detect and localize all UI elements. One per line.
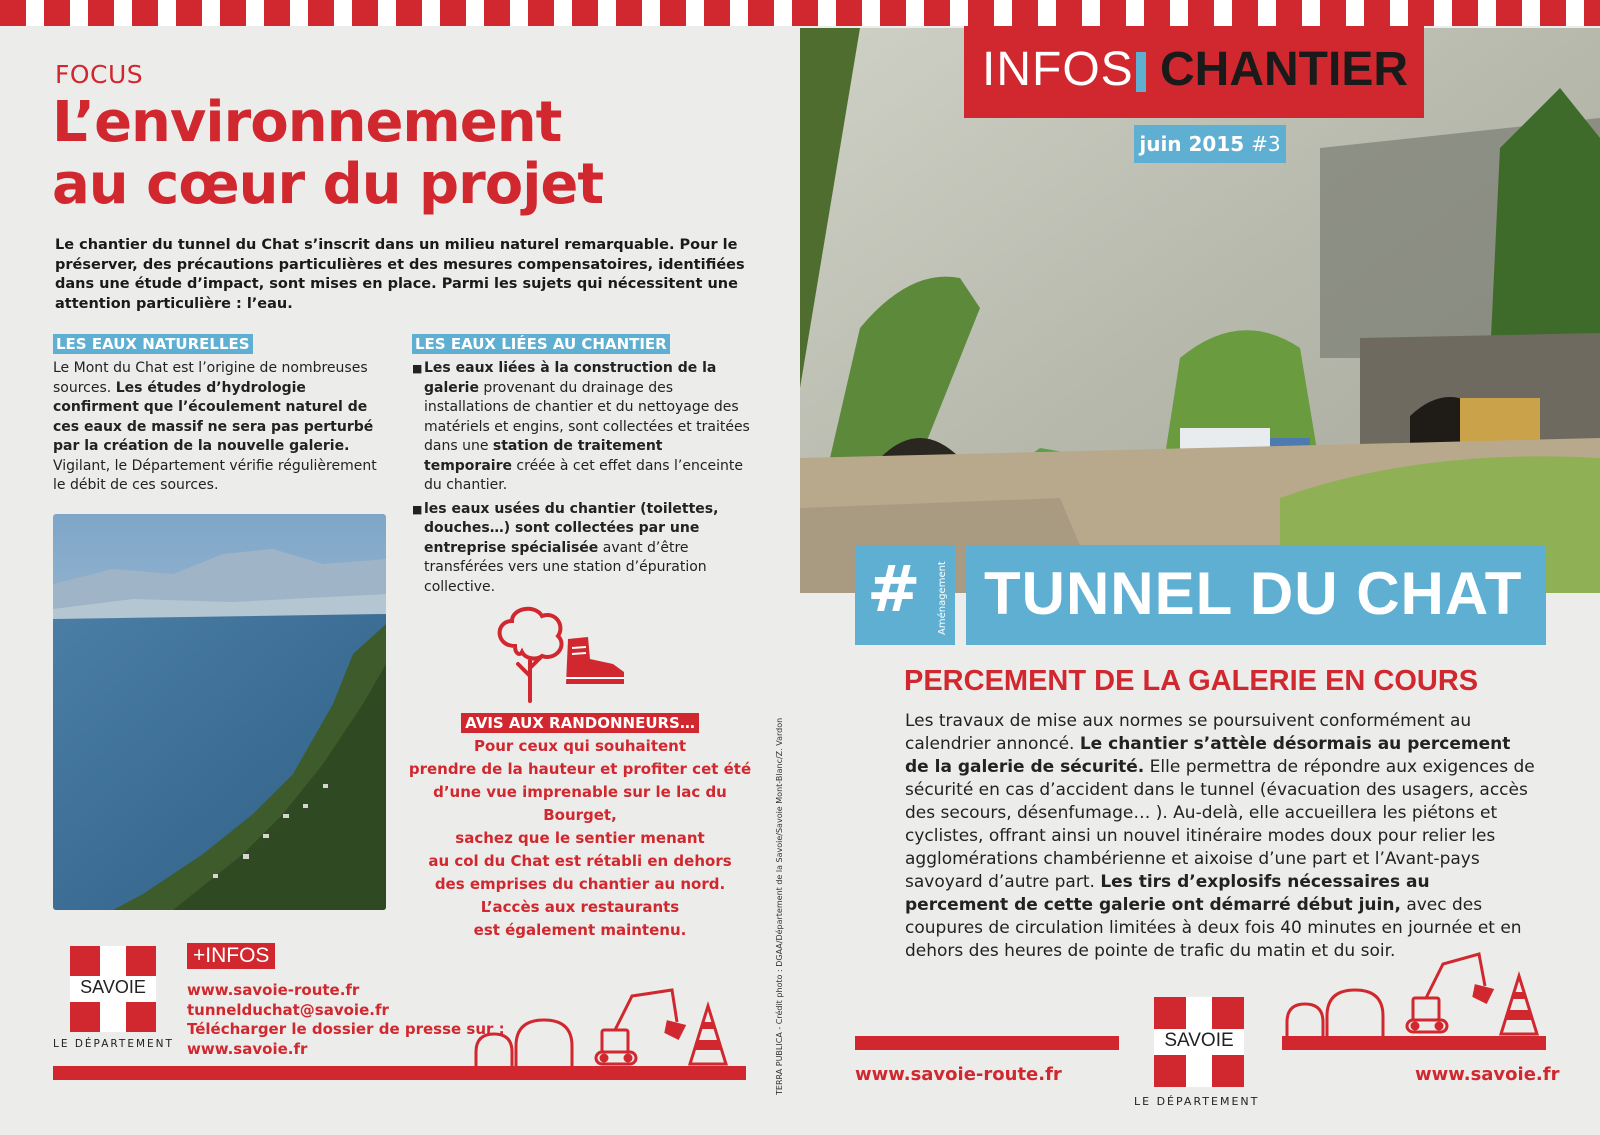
tunnel-title: TUNNEL DU CHAT <box>984 560 1523 627</box>
article-text-bold: Le chantier s’attèle désormais au percement de la galerie de sécurité. <box>905 734 1511 777</box>
excavator-icon <box>596 990 684 1064</box>
article-text-bold: Les tirs d’explosifs nécessaires au percement de cette galerie ont démarré début juin, <box>905 872 1430 915</box>
infos-tag: +INFOS <box>187 943 275 969</box>
link-savoie[interactable]: www.savoie.fr <box>187 1039 308 1058</box>
section-eaux-naturelles <box>53 334 383 496</box>
article-text: Elle permettra de répondre aux exigences de sécurité en cas d’accident dans le tunnel (évacuation des usagers, accès des secours, désenfumage… ). Au-delà, elle accueillera les piétons et cyclistes, offrant ainsi un nouvel itinéraire modes doux pour relier les agglomérations chambérienne et aixoise d’une part et l’Avant-pays savoyard d’autre part. <box>905 757 1535 892</box>
bullet-text-bold: Les eaux liées à la construction de la galerie <box>424 360 717 396</box>
avis-line: d’une vue imprenable sur le lac du Bourget, <box>433 783 727 824</box>
banner-chantier: CHANTIER <box>1160 43 1408 96</box>
photo-credit: TERRA PUBLICA - Crédit photo : DGAA/Département de la Savoie/Savoie Mont-Blanc/Z. Vardon <box>775 717 784 1095</box>
traffic-cone-icon <box>1501 976 1537 1034</box>
savoie-cross-logo <box>70 946 156 1032</box>
bullet-text-bold: station de traitement temporaire <box>424 438 663 474</box>
download-text: Télécharger le dossier de presse sur : <box>187 1020 505 1038</box>
avis-randonneurs <box>400 712 760 942</box>
footer-bar-left <box>53 1066 746 1080</box>
bullet-square-icon: ■ <box>412 362 423 375</box>
issue-number: #3 <box>1251 132 1281 156</box>
infos-chantier-banner <box>964 26 1424 118</box>
hash-badge <box>855 545 955 645</box>
section-heading: LES EAUX LIÉES AU CHANTIER <box>412 334 670 354</box>
banner-divider <box>1136 52 1146 92</box>
article-body <box>905 710 1535 963</box>
excavator-icon <box>1407 954 1492 1032</box>
avis-line: est également maintenu. <box>473 921 687 939</box>
avis-heading: AVIS AUX RANDONNEURS… <box>461 713 699 733</box>
infos-links <box>187 981 505 1059</box>
bullet-text: avant d’être transférées vers une station d’épuration collective. <box>424 539 707 595</box>
title-line-2: au cœur du projet <box>52 152 604 217</box>
avis-line: des emprises du chantier au nord. <box>434 875 726 893</box>
link-email[interactable]: tunnelduchat@savoie.fr <box>187 1000 389 1019</box>
issue-date <box>1134 125 1286 163</box>
logo-name: SAVOIE <box>1164 1030 1234 1051</box>
bullet-item <box>412 359 752 496</box>
bullet-text: provenant du drainage des installations de chantier et du nettoyage des matériels et engins, sont collectées et traitées dans une <box>424 379 750 454</box>
article-text: avec des coupures de circulation limitées à deux fois 40 minutes en journée et en dehors des heures de pointe de trafic du matin et du soir. <box>905 895 1522 961</box>
bullet-item <box>412 500 752 598</box>
section-eaux-chantier <box>412 334 752 597</box>
avis-line: au col du Chat est rétabli en dehors <box>428 852 732 870</box>
avis-line: L’accès aux restaurants <box>480 898 680 916</box>
footer-bar-right-b <box>1282 1036 1546 1050</box>
date-text: juin 2015 <box>1139 132 1245 156</box>
avis-line: prendre de la hauteur et profiter cet été <box>408 760 752 778</box>
link-savoie-right[interactable]: www.savoie.fr <box>1415 1064 1560 1085</box>
bullet-text: créée à cet effet dans l’enceinte du chantier. <box>424 457 744 493</box>
section-text: Vigilant, le Département vérifie régulièrement le débit de ces sources. <box>53 457 377 493</box>
lake-photo <box>53 514 386 910</box>
tunnel-title-box <box>966 545 1546 645</box>
link-savoie-route[interactable]: www.savoie-route.fr <box>187 981 360 999</box>
construction-illustration-right <box>1283 950 1543 1036</box>
bullet-square-icon: ■ <box>412 502 423 516</box>
top-stripe <box>0 0 1600 26</box>
logo-subtitle: LE DÉPARTEMENT <box>1134 1095 1260 1108</box>
title-line-1: L’environnement <box>52 90 562 155</box>
section-heading: LES EAUX NATURELLES <box>53 334 253 354</box>
link-savoie-route-right[interactable]: www.savoie-route.fr <box>855 1064 1062 1085</box>
traffic-cone-icon <box>690 1006 726 1064</box>
article-text: Les travaux de mise aux normes se poursuivent conformément au calendrier annoncé. <box>905 711 1472 754</box>
savoie-cross-logo-right <box>1154 997 1244 1087</box>
page-title <box>52 92 603 216</box>
avis-line: sachez que le sentier menant <box>455 829 705 847</box>
footer-bar-right-a <box>855 1036 1119 1050</box>
section-text-bold: Les études d’hydrologie confirment que l’écoulement naturel de ces eaux de massif ne sera pas perturbé par la création de la nouvelle galerie. <box>53 379 374 454</box>
article-subtitle: PERCEMENT DE LA GALERIE EN COURS <box>904 665 1479 697</box>
construction-illustration <box>472 982 732 1066</box>
avis-line: Pour ceux qui souhaitent <box>473 737 687 755</box>
section-text: Le Mont du Chat est l’origine de nombreuses sources. <box>53 360 368 396</box>
section-body <box>53 359 383 496</box>
focus-kicker: FOCUS <box>55 60 144 89</box>
banner-infos: INFOS <box>982 43 1134 96</box>
intro-paragraph: Le chantier du tunnel du Chat s’inscrit dans un milieu naturel remarquable. Pour le préserver, des précautions particulières et des mesures compensatoires, identifiées dans une étude d’impact, sont mises en place. Parmi les sujets qui nécessitent une attention particulière : l’eau. <box>55 237 745 312</box>
bullet-text-bold: les eaux usées du chantier (toilettes, douches…) sont collectées par une entreprise spécialisée <box>424 500 719 556</box>
logo-name: SAVOIE <box>80 977 146 997</box>
hiking-illustration <box>490 606 640 706</box>
hash-symbol: # <box>867 553 921 627</box>
logo-subtitle: LE DÉPARTEMENT <box>53 1038 174 1050</box>
hiking-boot-icon <box>558 634 628 689</box>
amenagement-label: Aménagement <box>937 561 948 635</box>
